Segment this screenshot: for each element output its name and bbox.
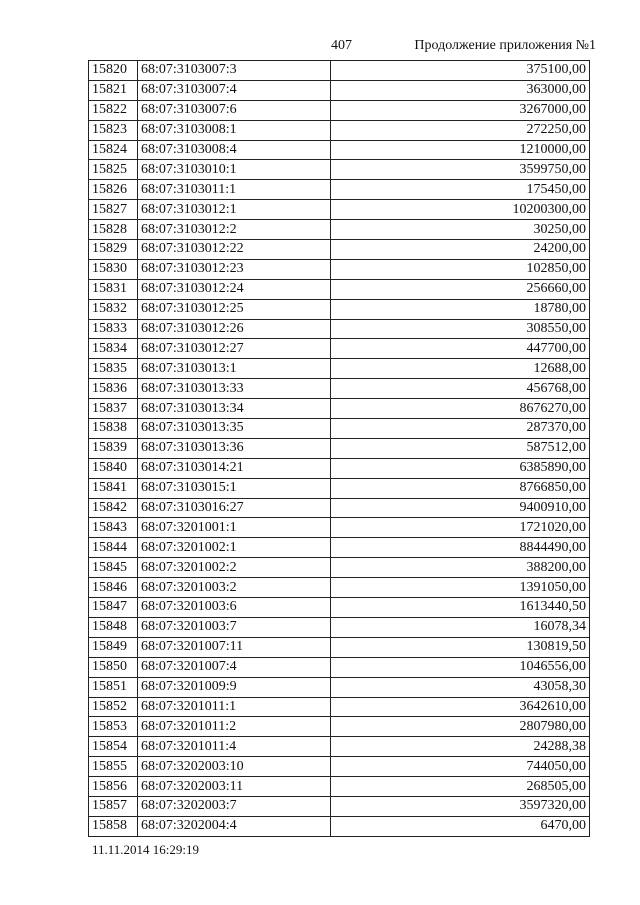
row-number: 15830 [89,259,138,279]
cadastral-value: 12688,00 [331,359,590,379]
row-number: 15831 [89,279,138,299]
cadastral-number: 68:07:3103010:1 [138,160,331,180]
table-row [89,259,590,279]
row-number: 15842 [89,498,138,518]
table-row [89,578,590,598]
table-row [89,140,590,160]
cadastral-number: 68:07:3201011:1 [138,697,331,717]
row-number: 15849 [89,637,138,657]
cadastral-number: 68:07:3202003:7 [138,796,331,816]
cadastral-number: 68:07:3201003:2 [138,578,331,598]
row-number: 15835 [89,359,138,379]
cadastral-value: 1391050,00 [331,578,590,598]
table-row [89,617,590,637]
table-row [89,160,590,180]
row-number: 15839 [89,438,138,458]
table-row [89,319,590,339]
cadastral-value: 1046556,00 [331,657,590,677]
appendix-title: Продолжение приложения №1 [414,38,596,53]
cadastral-value: 8676270,00 [331,399,590,419]
cadastral-value: 447700,00 [331,339,590,359]
table-row [89,399,590,419]
cadastral-value: 308550,00 [331,319,590,339]
row-number: 15841 [89,478,138,498]
cadastral-value: 587512,00 [331,438,590,458]
cadastral-number: 68:07:3202003:10 [138,757,331,777]
row-number: 15827 [89,200,138,220]
row-number: 15833 [89,319,138,339]
cadastral-number: 68:07:3201002:1 [138,538,331,558]
cadastral-value: 30250,00 [331,220,590,240]
table-row [89,558,590,578]
table-row [89,419,590,439]
row-number: 15821 [89,80,138,100]
cadastral-number: 68:07:3201011:4 [138,737,331,757]
cadastral-number: 68:07:3103012:1 [138,200,331,220]
row-number: 15850 [89,657,138,677]
table-row [89,359,590,379]
row-number: 15854 [89,737,138,757]
cadastral-value: 287370,00 [331,419,590,439]
cadastral-value: 1210000,00 [331,140,590,160]
cadastral-number: 68:07:3103008:1 [138,120,331,140]
page-number: 407 [331,38,352,53]
footer-timestamp: 11.11.2014 16:29:19 [92,842,200,857]
cadastral-value: 16078,34 [331,617,590,637]
table-row [89,299,590,319]
table-row [89,538,590,558]
cadastral-value: 175450,00 [331,180,590,200]
table-row [89,279,590,299]
cadastral-value: 3597320,00 [331,796,590,816]
cadastral-value: 363000,00 [331,80,590,100]
row-number: 15855 [89,757,138,777]
cadastral-value: 102850,00 [331,259,590,279]
row-number: 15858 [89,816,138,836]
cadastral-number: 68:07:3103012:25 [138,299,331,319]
cadastral-number: 68:07:3103012:27 [138,339,331,359]
table-row [89,717,590,737]
table-row [89,478,590,498]
registry-table-body [89,61,590,837]
cadastral-value: 10200300,00 [331,200,590,220]
cadastral-number: 68:07:3103008:4 [138,140,331,160]
table-row [89,180,590,200]
row-number: 15836 [89,379,138,399]
cadastral-number: 68:07:3202004:4 [138,816,331,836]
row-number: 15822 [89,100,138,120]
cadastral-value: 130819,50 [331,637,590,657]
cadastral-value: 8766850,00 [331,478,590,498]
cadastral-value: 6470,00 [331,816,590,836]
row-number: 15846 [89,578,138,598]
table-row [89,498,590,518]
row-number: 15820 [89,61,138,81]
row-number: 15837 [89,399,138,419]
cadastral-number: 68:07:3103007:3 [138,61,331,81]
cadastral-value: 8844490,00 [331,538,590,558]
row-number: 15823 [89,120,138,140]
row-number: 15826 [89,180,138,200]
table-row [89,100,590,120]
cadastral-value: 1613440,50 [331,598,590,618]
table-row [89,220,590,240]
row-number: 15845 [89,558,138,578]
cadastral-number: 68:07:3201003:6 [138,598,331,618]
cadastral-value: 3599750,00 [331,160,590,180]
table-row [89,240,590,260]
row-number: 15853 [89,717,138,737]
table-row [89,657,590,677]
cadastral-number: 68:07:3103015:1 [138,478,331,498]
table-row [89,438,590,458]
table-row [89,757,590,777]
row-number: 15828 [89,220,138,240]
cadastral-value: 456768,00 [331,379,590,399]
cadastral-number: 68:07:3201001:1 [138,518,331,538]
cadastral-value: 1721020,00 [331,518,590,538]
cadastral-number: 68:07:3201007:4 [138,657,331,677]
cadastral-value: 18780,00 [331,299,590,319]
table-row [89,598,590,618]
table-row [89,518,590,538]
row-number: 15847 [89,598,138,618]
cadastral-value: 3267000,00 [331,100,590,120]
cadastral-number: 68:07:3103016:27 [138,498,331,518]
row-number: 15840 [89,458,138,478]
table-row [89,697,590,717]
row-number: 15857 [89,796,138,816]
table-row [89,737,590,757]
cadastral-value: 24200,00 [331,240,590,260]
cadastral-value: 6385890,00 [331,458,590,478]
row-number: 15856 [89,777,138,797]
table-row [89,677,590,697]
cadastral-value: 744050,00 [331,757,590,777]
cadastral-value: 375100,00 [331,61,590,81]
cadastral-number: 68:07:3103012:24 [138,279,331,299]
cadastral-number: 68:07:3201011:2 [138,717,331,737]
cadastral-value: 43058,30 [331,677,590,697]
cadastral-number: 68:07:3103012:2 [138,220,331,240]
table-row [89,80,590,100]
registry-table [88,60,590,837]
table-row [89,796,590,816]
cadastral-number: 68:07:3202003:11 [138,777,331,797]
row-number: 15832 [89,299,138,319]
cadastral-value: 272250,00 [331,120,590,140]
cadastral-number: 68:07:3103013:33 [138,379,331,399]
row-number: 15825 [89,160,138,180]
cadastral-value: 268505,00 [331,777,590,797]
cadastral-value: 9400910,00 [331,498,590,518]
table-row [89,458,590,478]
row-number: 15844 [89,538,138,558]
cadastral-number: 68:07:3103007:6 [138,100,331,120]
cadastral-number: 68:07:3201009:9 [138,677,331,697]
cadastral-value: 388200,00 [331,558,590,578]
cadastral-number: 68:07:3103012:22 [138,240,331,260]
table-row [89,777,590,797]
table-row [89,200,590,220]
cadastral-number: 68:07:3103013:36 [138,438,331,458]
table-row [89,120,590,140]
cadastral-number: 68:07:3103014:21 [138,458,331,478]
row-number: 15838 [89,419,138,439]
table-row [89,816,590,836]
row-number: 15851 [89,677,138,697]
cadastral-number: 68:07:3103013:35 [138,419,331,439]
row-number: 15824 [89,140,138,160]
cadastral-value: 3642610,00 [331,697,590,717]
table-row [89,637,590,657]
row-number: 15852 [89,697,138,717]
row-number: 15843 [89,518,138,538]
row-number: 15848 [89,617,138,637]
row-number: 15834 [89,339,138,359]
cadastral-number: 68:07:3103012:26 [138,319,331,339]
cadastral-number: 68:07:3103011:1 [138,180,331,200]
table-row [89,379,590,399]
row-number: 15829 [89,240,138,260]
cadastral-value: 256660,00 [331,279,590,299]
cadastral-number: 68:07:3103007:4 [138,80,331,100]
cadastral-number: 68:07:3201007:11 [138,637,331,657]
cadastral-number: 68:07:3103013:34 [138,399,331,419]
cadastral-value: 2807980,00 [331,717,590,737]
cadastral-number: 68:07:3103013:1 [138,359,331,379]
table-row [89,339,590,359]
table-row [89,61,590,81]
cadastral-number: 68:07:3103012:23 [138,259,331,279]
cadastral-number: 68:07:3201002:2 [138,558,331,578]
cadastral-value: 24288,38 [331,737,590,757]
cadastral-number: 68:07:3201003:7 [138,617,331,637]
